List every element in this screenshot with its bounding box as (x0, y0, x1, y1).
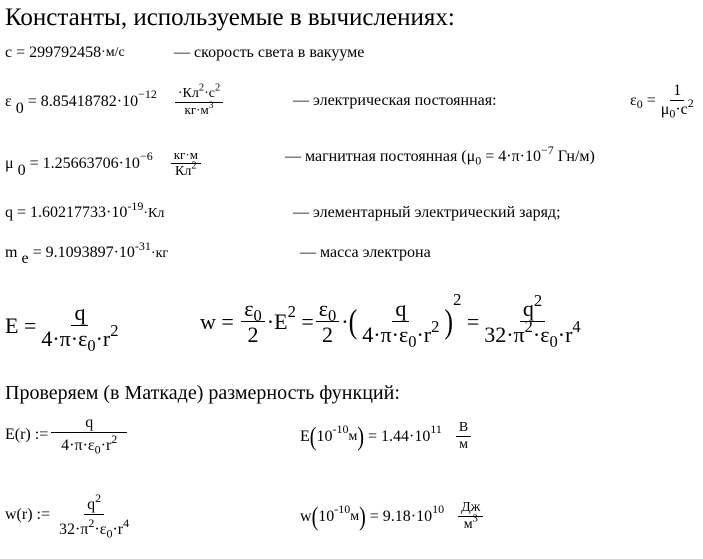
const-q[interactable]: $q = 1.60217733\cdot 10^{-19}\cdot Кл$ (5, 198, 165, 221)
mu-unit: кг·м $Кл^2$ (171, 148, 201, 180)
formula-e: E = $\frac{q}{4\cdot\pi\cdot\varepsilon_0\cdot r^2}$ (5, 300, 119, 356)
const-me[interactable]: m $e = 9.1093897\cdot 10^{-31}\cdot кг$ (5, 238, 169, 267)
eps-relation: ε $_0$ = $\frac{1}{\mu_0\cdot c^2}$ (630, 82, 694, 121)
mu-symbol: μ (5, 155, 14, 172)
section-title: Константы, используемые в вычислениях: (5, 4, 455, 31)
eps-value: = 8.85418782·10 (27, 93, 139, 110)
formula-w: w = $\frac{\varepsilon_0}{2}$ ·E $^2$ = $\frac{\varepsilon_0}{2}$ · ( q $4\cdot\pi\cdot\varepsilon_0\cdot r^2$ ) $^2$ = $\frac{q^2}{32\cdot\pi^2\cdot\varepsilon_0\cdot r^4}$ (200, 290, 581, 352)
def-w[interactable]: w(r) := $\frac{q^2}{32\cdot\pi^2\cdot\varepsilon_0\cdot r^4}$ (5, 490, 130, 541)
c-comment: — скорость света в вакууме (174, 44, 365, 61)
eval-w-arg-exp: -10 (334, 501, 351, 516)
eps-exp: −12 (138, 87, 157, 102)
mu-comment: — магнитная постоянная ($\mu_0 = 4\cdot\pi\cdot 10^{-7}$ Гн/м) (285, 142, 595, 168)
const-mu0[interactable] (5, 140, 203, 188)
const-c[interactable] (5, 44, 125, 62)
c-value: c = 299792458 (5, 44, 102, 61)
q-comment: — элементарный электрический заряд; (293, 204, 561, 221)
def-e[interactable]: E(r) := $\frac{q}{4\cdot\pi\cdot\varepsilon_0\cdot r^2}$ (5, 414, 126, 456)
mu-exp: −6 (139, 149, 153, 164)
eval-e-arg-exp: -10 (332, 421, 349, 436)
mu-sub: 0 (17, 162, 26, 179)
eval-e[interactable]: E ( 10 $^{-10}$ м ) = 1.44·10 $^{11}$ В м (300, 420, 473, 453)
eps-comment: — электрическая постоянная: (293, 92, 497, 109)
me-comment: — масса электрона (300, 244, 431, 261)
const-eps0[interactable] (5, 78, 225, 126)
c-unit: ·м/с (101, 45, 125, 60)
mu-value: = 1.25663706·10 (29, 155, 140, 172)
section-heading-check: Проверяем (в Маткаде) размерность функций: (5, 382, 400, 404)
eps-sub: 0 (15, 100, 24, 117)
eps-symbol: ε (5, 93, 12, 110)
eval-w[interactable]: w ( 10 $^{-10}$ м ) = 9.18·10 $^{10}$ Дж $м^3$ (300, 500, 485, 533)
eps-unit: $\cdot Кл^2\cdot с^2$ $кг\cdot м^3$ (175, 86, 223, 118)
